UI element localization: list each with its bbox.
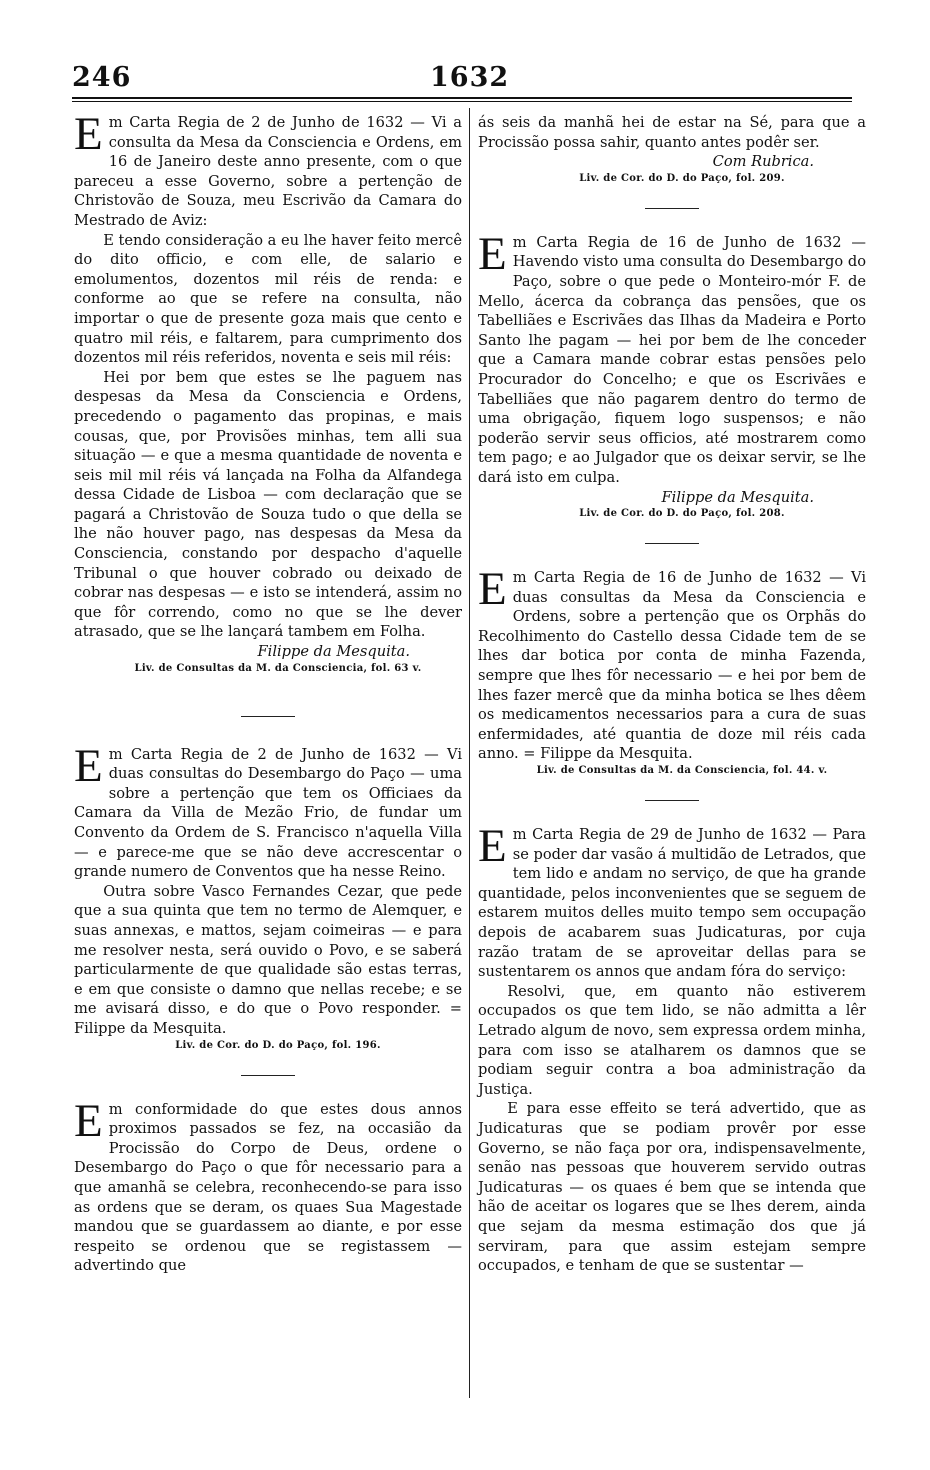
paragraph: m conformidade do que estes dous annos proximos passados se fez, na occasião da Procissão do Corpo de Deus, ordene o Desembargo do Paço o que fôr necessario para a que amanhã se celebra, reconhecendo-se para isso as ordens que se deram, os quaes Sua Magestade mandou que se guardassem ao diante, e por esse respeito se ordenou que se registassem — advertindo que	[74, 1100, 462, 1275]
entry	[478, 820, 866, 1276]
paragraph: ás seis da manhã hei de estar na Sé, para que a Procissão possa sahir, quanto antes podêr ser.	[478, 114, 866, 151]
entry	[74, 108, 462, 676]
entry	[74, 1094, 462, 1276]
left-column	[74, 108, 462, 1276]
signature: Com Rubrica.	[712, 153, 814, 171]
page-number: 246	[72, 62, 132, 93]
section-separator	[645, 800, 699, 801]
drop-cap: E	[74, 108, 103, 160]
signature: Filippe da Mesquita.	[257, 643, 410, 661]
column-divider	[469, 108, 470, 1398]
section-separator	[241, 1075, 295, 1076]
signature: Filippe da Mesquita.	[661, 488, 814, 506]
header-rule-thick	[72, 97, 852, 99]
source-citation: Liv. de Consultas da M. da Consciencia, fol. 44. v.	[536, 765, 828, 777]
page-header	[72, 62, 852, 102]
source-citation: Liv. de Cor. do D. do Paço, fol. 196.	[175, 1039, 381, 1051]
paragraph: m Carta Regia de 16 de Junho de 1632 — Havendo visto uma consulta do Desembargo do Paço, sobre o que pede o Monteiro-mór F. de Mello, ácerca da cobrança das pensões, que os Tabelliães e Escrivães das Ilhas da Madeira e Porto Santo lhe pagam — hei por bem de lhe conceder que a Camara mande cobrar estas pensões pelo Procurador do Concelho; e que os Escrivães e Tabelliães que não pagarem dentro do termo de uma obrigação, fiquem logo suspensos; e não poderão servir seus officios, até mostrarem como tem pago; e ao Julgador que os deixar servir, se lhe dará isto em culpa.	[478, 233, 866, 486]
section-separator	[241, 716, 295, 717]
paragraph: m Carta Regia de 16 de Junho de 1632 — Vi duas consultas da Mesa da Consciencia e Ordens, sobre a pertenção que os Orphãs do Recolhimento do Castello dessa Cidade tem de se lhes dar botica por conta de minha Fazenda, sempre que lhes fôr necessario — e hei por bem de lhes fazer mercê que da minha botica se lhes dêem os medicamentos necessarios para a cura de suas enfermidades, até quantia de doze mil réis cada anno. = Filippe da Mesquita.	[478, 569, 866, 763]
header-rule-thin	[72, 101, 852, 102]
source-citation: Liv. de Consultas da M. da Consciencia, fol. 63 v.	[134, 662, 422, 674]
paragraph: E para esse effeito se terá advertido, que as Judicaturas que se podiam provêr por esse Governo, se não faça por ora, indispensavelmente, senão nas pessoas que houverem servido outras Judicaturas — os quaes é bem que se intenda que hão de aceitar os logares que se lhes derem, ainda que sejam da mesma estimação dos que já serviram, para que assim estejam sempre occupados, e tenham de que se sustentar —	[478, 1100, 866, 1275]
running-head-year: 1632	[430, 62, 510, 93]
source-citation: Liv. de Cor. do D. do Paço, fol. 209.	[579, 172, 785, 184]
source-citation: Liv. de Cor. do D. do Paço, fol. 208.	[579, 508, 785, 520]
paragraph: m Carta Regia de 2 de Junho de 1632 — Vi duas consultas do Desembargo do Paço — uma sobre a pertenção que tem os Officiaes da Camara da Villa de Mezão Frio, de fundar um Convento da Ordem de S. Francisco n'aquella Villa — e parece-me que se não deve accrescentar o grande numero de Conventos que ha nesse Reino.	[74, 745, 462, 881]
paragraph: Resolvi, que, em quanto não estiverem occupados os que tem lido, se não admitta a lêr Letrado algum de novo, sem expressa ordem minha, para com isso se atalharem os damnos que se podiam seguir contra a boa administração da Justiça.	[478, 982, 866, 1098]
paragraph: Outra sobre Vasco Fernandes Cezar, que pede que a sua quinta que tem no termo de Alemquer, e suas annexas, e mattos, sejam coimeiras — e para me resolver nesta, será ouvido o Povo, e se saberá particularmente de que qualidade são estas terras, e em que consiste o damno que nellas recebe; e se me avisará disso, e do que o Povo responder. = Filippe da Mesquita.	[74, 882, 462, 1037]
paragraph: Hei por bem que estes se lhe paguem nas despesas da Mesa da Consciencia e Ordens, precedendo o pagamento das propinas, e mais cousas, que, por Provisões minhas, tem alli sua situação — e que a mesma quantidade de noventa e seis mil mil réis vá lançada na Folha da Alfandega dessa Cidade de Lisboa — com declaração que se pagará a Christovão de Souza tudo o que della se lhe não houver pago, nas despesas da Mesa da Consciencia, constando por despacho d'aquelle Tribunal o que houver cobrado ou deixado de cobrar nas despesas — e isto se intenderá, assim no que fôr correndo, como no que se lhe dever atrasado, que se lhe lançará tambem em Folha.	[74, 368, 462, 641]
drop-cap: E	[478, 820, 507, 873]
section-separator	[645, 543, 699, 544]
paragraph: m Carta Regia de 2 de Junho de 1632 — Vi a consulta da Mesa da Consciencia e Ordens, em 16 de Janeiro deste anno presente, com o que pareceu a esse Governo, sobre a pertenção de Christovão de Souza, meu Escrivão da Camara do Mestrado de Aviz:	[74, 114, 462, 229]
entry	[478, 113, 866, 186]
entry	[478, 563, 866, 778]
paragraph: m Carta Regia de 29 de Junho de 1632 — Para se poder dar vasão á multidão de Letrados, que tem lido e andam no serviço, de que ha grande quantidade, pelos inconvenientes que se seguem de estarem muitos delles muito tempo sem occupação depois de acabarem suas Judicaturas, por cuja razão tratam de se aproveitar dellas para se sustentarem os annos que andam fóra do serviço:	[478, 826, 866, 981]
paragraph: E tendo consideração a eu lhe haver feito mercê do dito officio, e com elle, de salario e emolumentos, dozentos mil réis de renda: e conforme ao que se refere na consulta, não importar o que de presente goza mais que cento e quatro mil réis, e faltarem, para cumprimento dos dozentos mil réis referidos, noventa e seis mil réis:	[74, 231, 462, 367]
drop-cap: E	[74, 1094, 103, 1147]
right-column	[478, 113, 866, 1276]
entry	[478, 227, 866, 521]
section-separator	[645, 208, 699, 209]
entry	[74, 739, 462, 1053]
drop-cap: E	[478, 563, 507, 616]
drop-cap: E	[478, 227, 507, 280]
drop-cap: E	[74, 739, 103, 792]
